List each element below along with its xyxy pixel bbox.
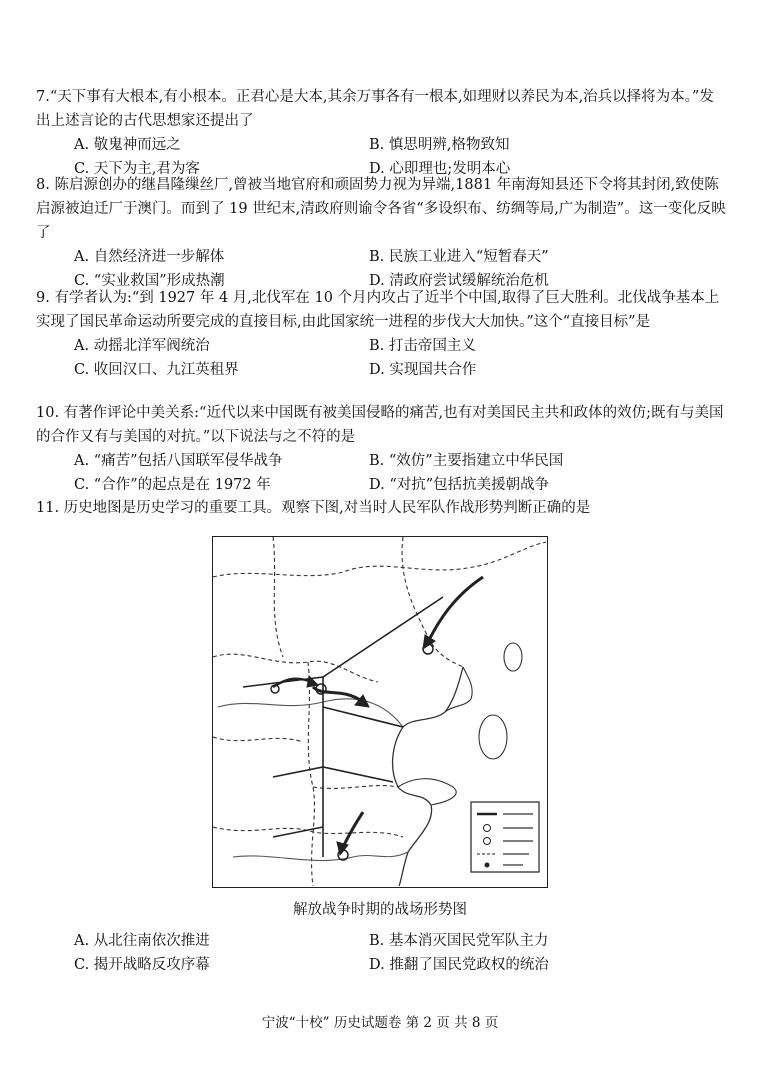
option-a: A. 敬鬼神而远之 (74, 137, 181, 153)
option-a: A. 自然经济进一步解体 (74, 249, 225, 265)
page-footer: 宁波“十校” 历史试题卷 第 2 页 共 8 页 (261, 1015, 499, 1031)
question-stem: 7.“天下事有大根本,有小根本。正君心是大本,其余万事各有一根本,如理财以养民为本,治兵以择将为本。”发出上述言论的古代思想家还提出了 (36, 89, 714, 129)
options-row (36, 334, 726, 358)
question-11-options (36, 929, 726, 977)
options-row (36, 133, 726, 157)
option-d: D. 推翻了国民党政权的统治 (369, 957, 549, 973)
question-stem: 8. 陈启源创办的继昌隆缫丝厂,曾被当地官府和顽固势力视为异端,1881 年南海知县还下令将其封闭,致使陈启源被迫迁厂于澳门。而到了 19 世纪末,清政府则谕令各省“多设织布、纺绸等局,广为制造”。这一变化反映了 (36, 177, 726, 241)
question-9 (36, 286, 726, 382)
question-10 (36, 401, 726, 497)
option-b: B. 民族工业进入“短暂春天” (369, 249, 549, 265)
option-c: C. “合作”的起点是在 1972 年 (74, 477, 271, 493)
option-a: A. 动摇北洋军阀统治 (74, 338, 210, 354)
map-drawing (213, 537, 546, 886)
option-d: D. 清政府尝试缓解统治危机 (369, 273, 549, 289)
question-8 (36, 173, 726, 293)
option-c: C. “实业救国”形成热潮 (74, 273, 225, 289)
option-c: C. 揭开战略反攻序幕 (74, 957, 210, 973)
question-stem: 10. 有著作评论中美关系:“近代以来中国既有被美国侵略的痛苦,也有对美国民主共和政体的效仿;既有与美国的合作又有与美国的对抗。”以下说法与之不符的是 (36, 405, 724, 445)
option-d: D. 实现国共合作 (369, 362, 477, 378)
question-11 (36, 496, 726, 520)
map-legend (471, 802, 539, 872)
option-b: B. “效仿”主要指建立中华民国 (369, 453, 564, 469)
option-b: B. 打击帝国主义 (369, 338, 476, 354)
options-row (36, 953, 726, 977)
options-row (36, 245, 726, 269)
option-a: A. “痛苦”包括八国联军侵华战争 (74, 453, 283, 469)
option-b: B. 慎思明辨,格物致知 (369, 137, 510, 153)
battlefield-map (212, 536, 548, 888)
option-a: A. 从北往南依次推进 (74, 933, 210, 949)
options-row (36, 473, 726, 497)
question-stem: 9. 有学者认为:“到 1927 年 4 月,北伐军在 10 个月内攻占了近半个中国,取得了巨大胜利。北伐战争基本上实现了国民革命运动所要完成的直接目标,由此国家统一进程的步伐大大加快。”这个“直接目标”是 (36, 290, 720, 330)
option-d: D. “对抗”包括抗美援朝战争 (369, 477, 550, 493)
options-row (36, 358, 726, 382)
question-7 (36, 85, 726, 181)
options-row (36, 449, 726, 473)
map-caption: 解放战争时期的战场形势图 (293, 902, 467, 918)
option-d: D. 心即理也;发明本心 (369, 161, 511, 177)
option-c: C. 天下为主,君为客 (74, 161, 200, 177)
option-c: C. 收回汉口、九江英租界 (74, 362, 239, 378)
question-stem: 11. 历史地图是历史学习的重要工具。观察下图,对当时人民军队作战形势判断正确的是 (36, 500, 591, 516)
options-row (36, 929, 726, 953)
option-b: B. 基本消灭国民党军队主力 (369, 933, 549, 949)
